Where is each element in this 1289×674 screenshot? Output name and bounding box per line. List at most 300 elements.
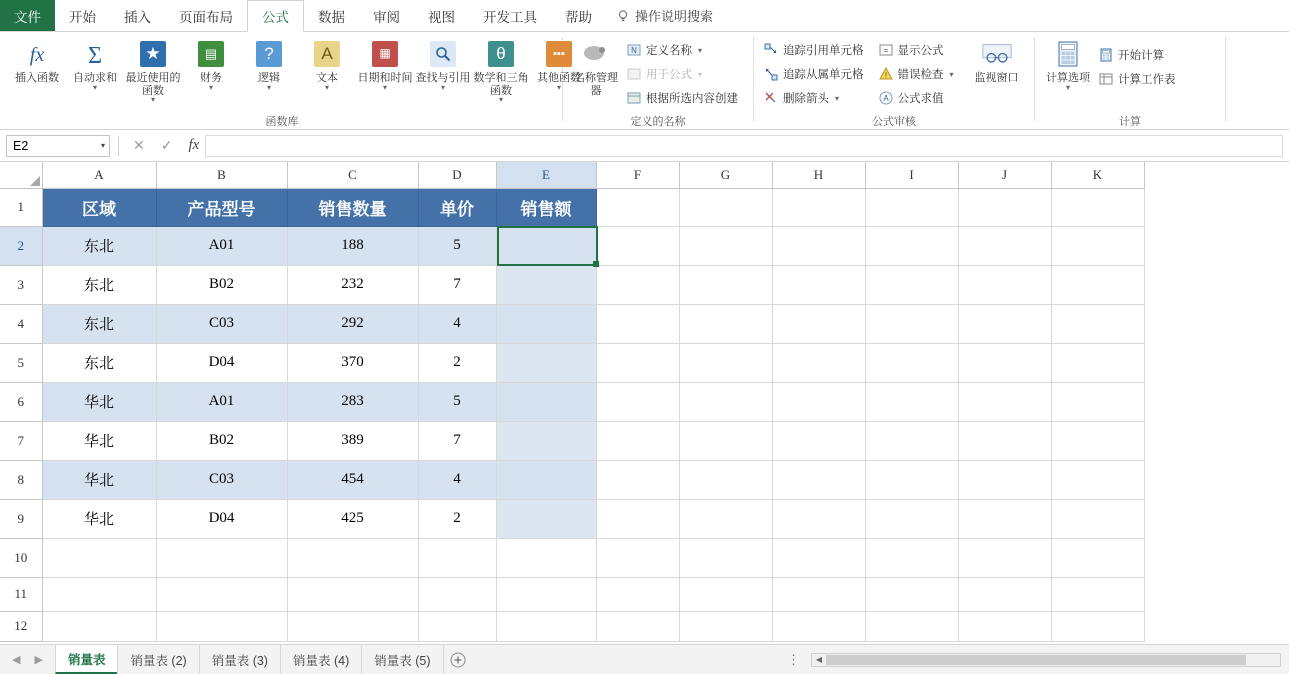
row-header-6[interactable]: 6 xyxy=(0,382,42,421)
cell-a5[interactable]: 东北 xyxy=(42,343,156,382)
row-header-4[interactable]: 4 xyxy=(0,304,42,343)
cell-d5[interactable]: 2 xyxy=(418,343,496,382)
cell-h10[interactable] xyxy=(772,538,865,577)
function-library-buttons xyxy=(2,32,581,115)
cell-g2[interactable] xyxy=(679,226,772,265)
chevron-down-icon[interactable]: ▾ xyxy=(324,82,329,92)
lookup-reference-button[interactable] xyxy=(414,36,472,91)
column-header-f[interactable]: F xyxy=(596,162,679,188)
cell-h7[interactable] xyxy=(772,421,865,460)
cell-k8[interactable] xyxy=(1051,460,1144,499)
confirm-icon[interactable]: ✓ xyxy=(160,137,173,153)
cell-b3[interactable]: B02 xyxy=(156,265,287,304)
add-sheet-button[interactable] xyxy=(443,652,473,668)
show-formulas-icon xyxy=(878,42,894,58)
defined-names-group-title: 定义的名称 xyxy=(630,116,686,128)
cell-f3[interactable] xyxy=(596,265,679,304)
cell-k10[interactable] xyxy=(1051,538,1144,577)
error-checking-icon xyxy=(878,66,894,82)
cell-b5[interactable]: D04 xyxy=(156,343,287,382)
cell-e4[interactable] xyxy=(496,304,596,343)
row-header-12[interactable]: 12 xyxy=(0,611,42,641)
cell-h3[interactable] xyxy=(772,265,865,304)
ribbon-group-calculation xyxy=(1035,32,1225,130)
watch-window-button[interactable] xyxy=(967,36,1027,85)
cell-c1[interactable]: 销售数量 xyxy=(287,188,418,226)
cell-g7[interactable] xyxy=(679,421,772,460)
cell-d11[interactable] xyxy=(418,577,496,611)
fx-icon xyxy=(21,38,53,70)
column-header-h[interactable]: H xyxy=(772,162,865,188)
calculate-now-button[interactable] xyxy=(1095,44,1179,66)
chevron-down-icon[interactable]: ▾ xyxy=(266,82,271,92)
cell-b12[interactable] xyxy=(156,611,287,641)
tab-insert[interactable] xyxy=(110,0,165,31)
calculation-options-button[interactable] xyxy=(1041,36,1095,91)
chevron-down-icon[interactable]: ▾ xyxy=(208,82,213,92)
cell-d3[interactable]: 7 xyxy=(418,265,496,304)
cell-k2[interactable] xyxy=(1051,226,1144,265)
cell-j2[interactable] xyxy=(958,226,1051,265)
cell-j7[interactable] xyxy=(958,421,1051,460)
cell-g12[interactable] xyxy=(679,611,772,641)
logical-icon: ? xyxy=(253,38,285,70)
column-header-i[interactable]: I xyxy=(865,162,958,188)
cell-h12[interactable] xyxy=(772,611,865,641)
cell-f2[interactable] xyxy=(596,226,679,265)
sheet-tab-5[interactable] xyxy=(361,645,443,674)
cell-a10[interactable] xyxy=(42,538,156,577)
cell-b4[interactable]: C03 xyxy=(156,304,287,343)
ribbon xyxy=(0,32,1289,130)
cell-k4[interactable] xyxy=(1051,304,1144,343)
autosum-label: 自动求和 xyxy=(73,72,117,84)
cell-j12[interactable] xyxy=(958,611,1051,641)
cell-d12[interactable] xyxy=(418,611,496,641)
tab-file[interactable] xyxy=(0,0,55,31)
trace-dependents-label: 追踪从属单元格 xyxy=(783,69,864,81)
create-from-selection-button[interactable] xyxy=(623,87,741,109)
tab-review[interactable] xyxy=(359,0,414,31)
row-header-11[interactable]: 11 xyxy=(0,577,42,611)
cell-i12[interactable] xyxy=(865,611,958,641)
tab-data[interactable] xyxy=(304,0,359,31)
trace-dependents-button[interactable] xyxy=(760,63,867,85)
chevron-down-icon[interactable]: ▾ xyxy=(835,93,840,103)
sheet-tab-2-label: 销量表 (2) xyxy=(130,653,187,668)
remove-arrows-icon xyxy=(763,90,779,106)
table-row xyxy=(0,304,1144,343)
cell-j1[interactable] xyxy=(958,188,1051,226)
tab-view[interactable] xyxy=(414,0,469,31)
cell-k5[interactable] xyxy=(1051,343,1144,382)
cell-e3[interactable] xyxy=(496,265,596,304)
cell-e12[interactable] xyxy=(496,611,596,641)
cell-f6[interactable] xyxy=(596,382,679,421)
cell-k11[interactable] xyxy=(1051,577,1144,611)
cell-h11[interactable] xyxy=(772,577,865,611)
table-row xyxy=(0,421,1144,460)
chevron-down-icon[interactable]: ▾ xyxy=(498,95,503,105)
chevron-down-icon[interactable]: ▾ xyxy=(1065,82,1070,92)
cell-c11[interactable] xyxy=(287,577,418,611)
financial-button[interactable] xyxy=(182,36,240,91)
cell-i2[interactable] xyxy=(865,226,958,265)
sheet-tab-2[interactable] xyxy=(117,645,199,674)
cell-a3[interactable]: 东北 xyxy=(42,265,156,304)
row-header-2[interactable]: 2 xyxy=(0,226,42,265)
table-row xyxy=(0,577,1144,611)
cell-c10[interactable] xyxy=(287,538,418,577)
calculate-sheet-icon xyxy=(1098,71,1114,87)
cell-h9[interactable] xyxy=(772,499,865,538)
chevron-down-icon[interactable]: ▾ xyxy=(382,82,387,92)
cell-i10[interactable] xyxy=(865,538,958,577)
cell-f7[interactable] xyxy=(596,421,679,460)
select-all-corner[interactable] xyxy=(0,162,42,188)
table-row xyxy=(0,226,1144,265)
recent-functions-button[interactable] xyxy=(124,36,182,103)
lookup-reference-label: 查找与引用 xyxy=(415,72,471,84)
cell-k1[interactable] xyxy=(1051,188,1144,226)
table-row xyxy=(0,611,1144,641)
name-box[interactable] xyxy=(6,135,110,157)
show-formulas-button[interactable] xyxy=(875,39,957,61)
tab-help[interactable] xyxy=(551,0,606,31)
chevron-down-icon[interactable]: ▾ xyxy=(92,82,97,92)
cell-g3[interactable] xyxy=(679,265,772,304)
tab-formulas[interactable] xyxy=(247,0,304,32)
name-manager-button[interactable] xyxy=(569,36,623,97)
cell-c9[interactable]: 425 xyxy=(287,499,418,538)
cell-e11[interactable] xyxy=(496,577,596,611)
cell-i1[interactable] xyxy=(865,188,958,226)
cell-g6[interactable] xyxy=(679,382,772,421)
row-header-3[interactable]: 3 xyxy=(0,265,42,304)
calculate-sheet-label: 计算工作表 xyxy=(1118,74,1176,86)
cell-c6[interactable]: 283 xyxy=(287,382,418,421)
cell-b10[interactable] xyxy=(156,538,287,577)
row-header-10[interactable]: 10 xyxy=(0,538,42,577)
watch-window-label: 监视窗口 xyxy=(974,72,1019,84)
lookup-icon xyxy=(427,38,459,70)
sheet-bar-overflow-icon[interactable]: ⋮ xyxy=(787,651,801,667)
sheet-tab-1-label: 销量表 xyxy=(67,652,106,667)
table-row xyxy=(0,265,1144,304)
table-row xyxy=(0,460,1144,499)
cell-i7[interactable] xyxy=(865,421,958,460)
cell-j5[interactable] xyxy=(958,343,1051,382)
cell-g1[interactable] xyxy=(679,188,772,226)
svg-text:!: ! xyxy=(884,71,887,80)
sheet-tab-1[interactable] xyxy=(55,645,119,674)
cell-d4[interactable]: 4 xyxy=(418,304,496,343)
row-header-5[interactable]: 5 xyxy=(0,343,42,382)
recent-functions-icon: ★ xyxy=(137,38,169,70)
cell-i3[interactable] xyxy=(865,265,958,304)
tab-developer-label: 开发工具 xyxy=(483,9,537,25)
cell-d2[interactable]: 5 xyxy=(418,226,496,265)
next-sheet-icon[interactable]: ▶ xyxy=(34,654,43,666)
table-row xyxy=(0,499,1144,538)
insert-function-label: 插入函数 xyxy=(15,72,59,84)
date-time-button[interactable] xyxy=(356,36,414,91)
cell-c3[interactable]: 232 xyxy=(287,265,418,304)
cell-e2[interactable] xyxy=(496,226,596,265)
cell-b11[interactable] xyxy=(156,577,287,611)
cell-h4[interactable] xyxy=(772,304,865,343)
cell-j3[interactable] xyxy=(958,265,1051,304)
cell-g10[interactable] xyxy=(679,538,772,577)
formula-input[interactable] xyxy=(205,135,1283,157)
autosum-button[interactable] xyxy=(66,36,124,91)
show-formulas-label: 显示公式 xyxy=(897,45,944,57)
scroll-thumb[interactable] xyxy=(826,655,1246,665)
cancel-icon[interactable]: ✕ xyxy=(133,137,145,153)
chevron-down-icon[interactable]: ▾ xyxy=(150,95,155,105)
group-divider xyxy=(1225,37,1226,121)
cell-b1[interactable]: 产品型号 xyxy=(156,188,287,226)
cell-f4[interactable] xyxy=(596,304,679,343)
math-trig-label: 数学和三角函数 xyxy=(473,72,529,97)
cell-j9[interactable] xyxy=(958,499,1051,538)
cell-c8[interactable]: 454 xyxy=(287,460,418,499)
cell-b6[interactable]: A01 xyxy=(156,382,287,421)
trace-precedents-button[interactable] xyxy=(760,39,867,61)
cell-i6[interactable] xyxy=(865,382,958,421)
spreadsheet-grid[interactable] xyxy=(0,162,1289,644)
cell-d8[interactable]: 4 xyxy=(418,460,496,499)
sheet-tab-3-label: 销量表 (3) xyxy=(211,653,268,668)
function-library-group-title: 函数库 xyxy=(265,116,299,128)
sheet-nav-arrows xyxy=(0,653,55,666)
row-header-9[interactable]: 9 xyxy=(0,499,42,538)
cell-f1[interactable] xyxy=(596,188,679,226)
insert-function-icon[interactable]: fx xyxy=(188,137,200,153)
cell-e6[interactable] xyxy=(496,382,596,421)
cell-a8[interactable]: 华北 xyxy=(42,460,156,499)
row-header-1[interactable]: 1 xyxy=(0,188,42,226)
cell-e5[interactable] xyxy=(496,343,596,382)
cell-a1[interactable]: 区域 xyxy=(42,188,156,226)
tab-developer[interactable] xyxy=(469,0,551,31)
trace-precedents-icon xyxy=(763,42,779,58)
cell-f11[interactable] xyxy=(596,577,679,611)
math-trig-button[interactable] xyxy=(472,36,530,103)
column-header-g[interactable]: G xyxy=(679,162,772,188)
calculate-now-label: 开始计算 xyxy=(1118,50,1164,62)
calculation-buttons xyxy=(1035,32,1225,115)
column-header-j[interactable]: J xyxy=(958,162,1051,188)
cell-e9[interactable] xyxy=(496,499,596,538)
cell-a7[interactable]: 华北 xyxy=(42,421,156,460)
cell-g8[interactable] xyxy=(679,460,772,499)
cell-g4[interactable] xyxy=(679,304,772,343)
financial-label: 财务 xyxy=(200,72,222,84)
cell-b7[interactable]: B02 xyxy=(156,421,287,460)
cell-k7[interactable] xyxy=(1051,421,1144,460)
cell-j10[interactable] xyxy=(958,538,1051,577)
cell-d7[interactable]: 7 xyxy=(418,421,496,460)
column-header-a[interactable]: A xyxy=(42,162,156,188)
cell-k3[interactable] xyxy=(1051,265,1144,304)
cell-h1[interactable] xyxy=(772,188,865,226)
cell-i8[interactable] xyxy=(865,460,958,499)
cell-b9[interactable]: D04 xyxy=(156,499,287,538)
text-label: 文本 xyxy=(316,72,338,84)
calculation-options-icon xyxy=(1052,38,1084,70)
cell-d6[interactable]: 5 xyxy=(418,382,496,421)
calculation-small-buttons xyxy=(1095,36,1179,90)
sheet-tab-5-label: 销量表 (5) xyxy=(374,653,431,668)
more-functions-label: 其他函数 xyxy=(537,72,581,84)
logical-button[interactable] xyxy=(240,36,298,91)
calculate-now-icon xyxy=(1098,47,1114,63)
error-checking-button[interactable] xyxy=(875,63,957,85)
cell-h8[interactable] xyxy=(772,460,865,499)
tell-me-search[interactable] xyxy=(606,0,723,31)
cell-e10[interactable] xyxy=(496,538,596,577)
cell-a11[interactable] xyxy=(42,577,156,611)
cell-d10[interactable] xyxy=(418,538,496,577)
remove-arrows-button[interactable] xyxy=(760,87,867,109)
define-name-button[interactable] xyxy=(623,39,741,61)
cell-i5[interactable] xyxy=(865,343,958,382)
scroll-left-icon[interactable]: ◀ xyxy=(815,655,823,664)
calculate-sheet-button[interactable] xyxy=(1095,68,1179,90)
name-box-value: E2 xyxy=(13,138,29,153)
remove-arrows-label: 删除箭头 xyxy=(783,93,829,105)
text-icon: A xyxy=(311,38,343,70)
divider xyxy=(118,136,119,156)
cell-h6[interactable] xyxy=(772,382,865,421)
cell-a2[interactable]: 东北 xyxy=(42,226,156,265)
cell-e1[interactable]: 销售额 xyxy=(496,188,596,226)
row-header-8[interactable]: 8 xyxy=(0,460,42,499)
cell-f8[interactable] xyxy=(596,460,679,499)
cell-k12[interactable] xyxy=(1051,611,1144,641)
column-header-b[interactable]: B xyxy=(156,162,287,188)
cell-e7[interactable] xyxy=(496,421,596,460)
cell-a9[interactable]: 华北 xyxy=(42,499,156,538)
cell-j11[interactable] xyxy=(958,577,1051,611)
chevron-down-icon: ▾ xyxy=(698,69,703,79)
cell-g5[interactable] xyxy=(679,343,772,382)
cell-f9[interactable] xyxy=(596,499,679,538)
logical-label: 逻辑 xyxy=(258,72,280,84)
use-in-formula-icon xyxy=(626,66,642,82)
auditing-column-right xyxy=(875,36,957,109)
cell-j8[interactable] xyxy=(958,460,1051,499)
sheet-tab-4[interactable] xyxy=(280,645,362,674)
calculation-group-title: 计算 xyxy=(1119,116,1141,128)
name-manager-icon xyxy=(580,38,612,70)
cell-k6[interactable] xyxy=(1051,382,1144,421)
evaluate-formula-button[interactable] xyxy=(875,87,957,109)
cell-d1[interactable]: 单价 xyxy=(418,188,496,226)
define-name-icon xyxy=(626,42,642,58)
cell-e8[interactable] xyxy=(496,460,596,499)
cell-g9[interactable] xyxy=(679,499,772,538)
cell-c4[interactable]: 292 xyxy=(287,304,418,343)
tab-help-label: 帮助 xyxy=(565,9,592,25)
cell-i11[interactable] xyxy=(865,577,958,611)
more-functions-icon: ▪▪▪ xyxy=(543,38,575,70)
column-header-e[interactable]: E xyxy=(496,162,596,188)
sheet-tab-3[interactable] xyxy=(199,645,281,674)
chevron-down-icon[interactable]: ▾ xyxy=(949,69,954,79)
chevron-down-icon[interactable]: ▾ xyxy=(440,82,445,92)
cell-h2[interactable] xyxy=(772,226,865,265)
ribbon-group-function-library xyxy=(2,32,581,130)
cell-a4[interactable]: 东北 xyxy=(42,304,156,343)
formula-auditing-group-title: 公式审核 xyxy=(872,116,916,128)
cell-i9[interactable] xyxy=(865,499,958,538)
error-checking-label: 错误检查 xyxy=(897,69,944,81)
evaluate-formula-icon xyxy=(878,90,894,106)
cell-f12[interactable] xyxy=(596,611,679,641)
cell-j4[interactable] xyxy=(958,304,1051,343)
svg-text:Σ: Σ xyxy=(88,43,102,68)
horizontal-scrollbar[interactable] xyxy=(811,653,1281,667)
table-row xyxy=(0,382,1144,421)
trace-precedents-label: 追踪引用单元格 xyxy=(783,45,864,57)
tab-review-label: 审阅 xyxy=(373,9,400,25)
cell-h5[interactable] xyxy=(772,343,865,382)
column-header-c[interactable]: C xyxy=(287,162,418,188)
ribbon-group-formula-auditing xyxy=(754,32,1034,130)
insert-function-button[interactable] xyxy=(8,36,66,85)
cell-b2[interactable]: A01 xyxy=(156,226,287,265)
sheet-tab-bar xyxy=(0,644,1289,674)
cell-a6[interactable]: 华北 xyxy=(42,382,156,421)
create-from-selection-icon xyxy=(626,90,642,106)
chevron-down-icon[interactable]: ▾ xyxy=(556,82,561,92)
cell-c7[interactable]: 389 xyxy=(287,421,418,460)
column-header-row xyxy=(0,162,1144,188)
chevron-down-icon[interactable]: ▾ xyxy=(698,45,703,55)
cell-c2[interactable]: 188 xyxy=(287,226,418,265)
cell-a12[interactable] xyxy=(42,611,156,641)
svg-text:=: = xyxy=(883,46,888,55)
chevron-down-icon[interactable]: ▾ xyxy=(100,141,105,150)
row-header-7[interactable]: 7 xyxy=(0,421,42,460)
defined-names-small-buttons xyxy=(623,36,741,109)
cell-f10[interactable] xyxy=(596,538,679,577)
column-header-d[interactable]: D xyxy=(418,162,496,188)
cell-c5[interactable]: 370 xyxy=(287,343,418,382)
prev-sheet-icon[interactable]: ◀ xyxy=(12,654,21,666)
tab-page-layout[interactable] xyxy=(165,0,247,31)
tab-home[interactable] xyxy=(55,0,110,31)
tab-formulas-label: 公式 xyxy=(262,10,289,25)
define-name-label: 定义名称 xyxy=(646,45,692,57)
cell-j6[interactable] xyxy=(958,382,1051,421)
column-header-k[interactable]: K xyxy=(1051,162,1144,188)
defined-names-buttons xyxy=(563,32,753,115)
auditing-column-left xyxy=(760,36,867,109)
text-button[interactable] xyxy=(298,36,356,91)
cell-k9[interactable] xyxy=(1051,499,1144,538)
cell-g11[interactable] xyxy=(679,577,772,611)
tab-file-label: 文件 xyxy=(14,9,41,25)
name-manager-label: 名称管理器 xyxy=(574,72,618,97)
cell-f5[interactable] xyxy=(596,343,679,382)
cell-i4[interactable] xyxy=(865,304,958,343)
cell-b8[interactable]: C03 xyxy=(156,460,287,499)
cell-c12[interactable] xyxy=(287,611,418,641)
cell-d9[interactable]: 2 xyxy=(418,499,496,538)
